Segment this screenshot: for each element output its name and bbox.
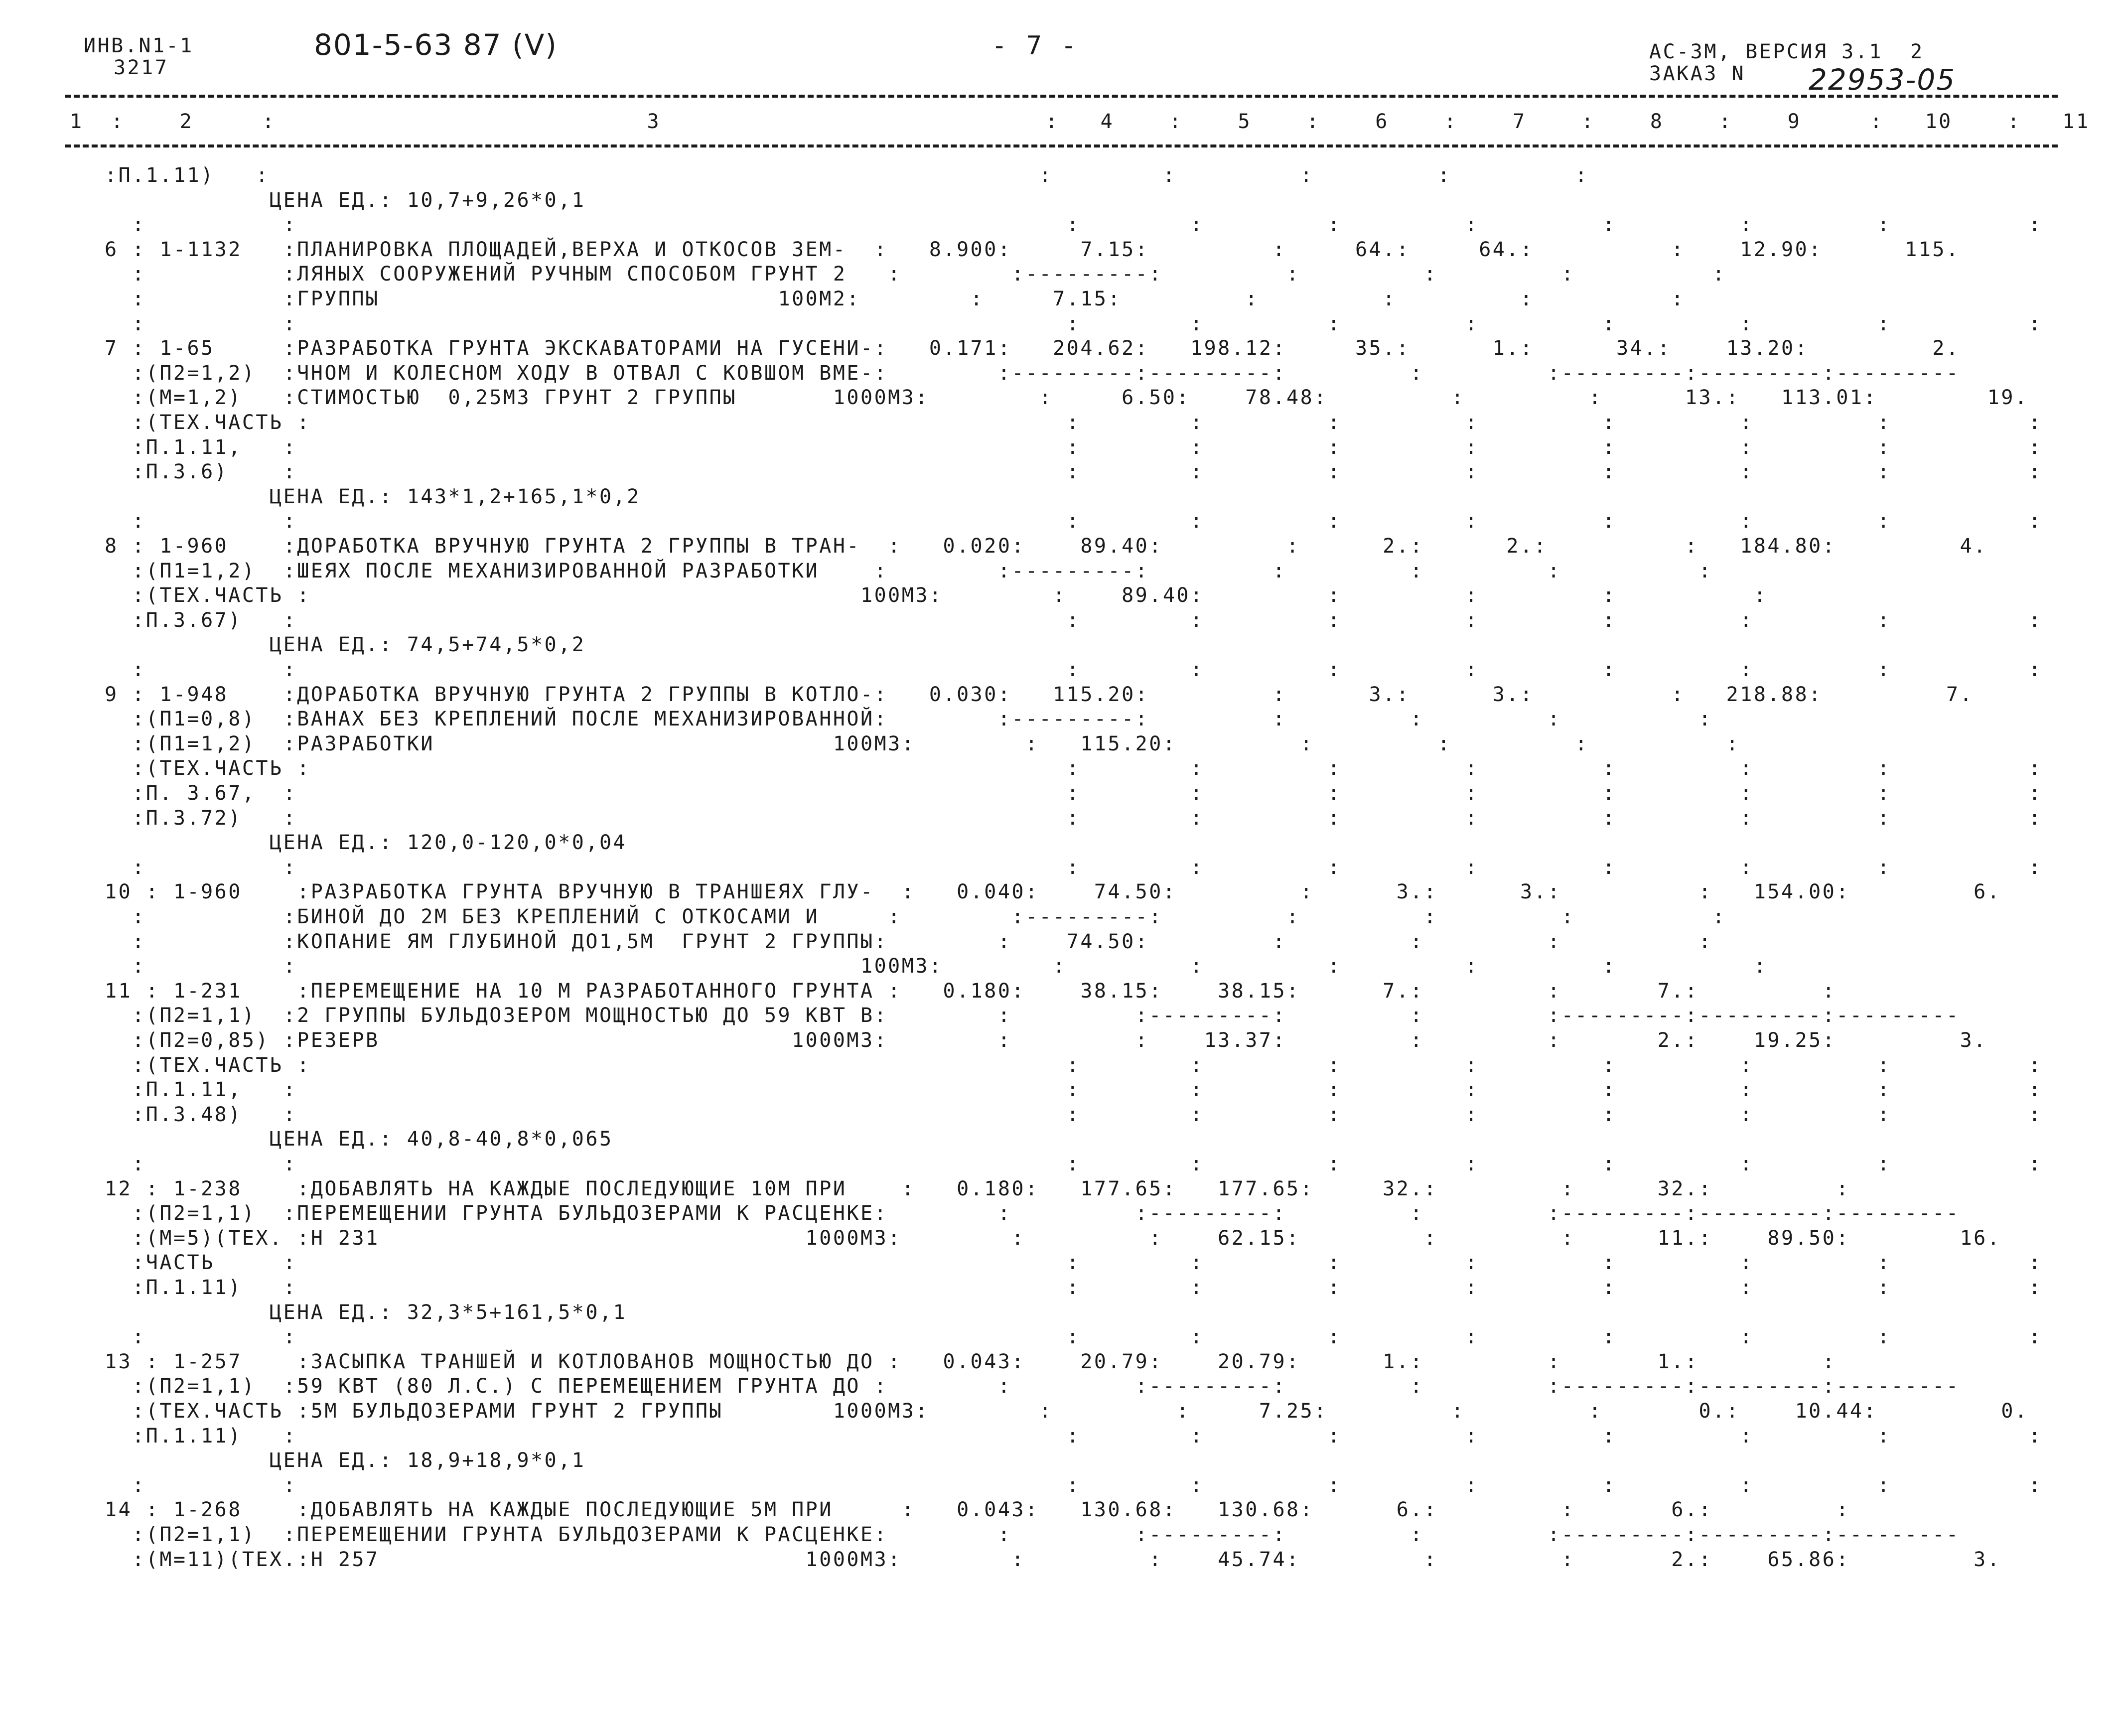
table-line: :(М=5)(ТЕХ. :Н 231 1000М3: : : 62.15: : : 11.: 89.50: 16.	[105, 1226, 2001, 1250]
table-line: ЦЕНА ЕД.: 120,0-120,0*0,04	[105, 831, 627, 855]
table-line: : : : : : : : : : :	[105, 856, 2043, 879]
table-line: :(П2=1,1) :59 КВТ (80 Л.С.) С ПЕРЕМЕЩЕНИЕМ ГРУНТА ДО : : :---------: : :---------:---------:---------	[105, 1375, 1960, 1398]
table-line: :(П2=1,1) :ПЕРЕМЕЩЕНИИ ГРУНТА БУЛЬДОЗЕРАМИ К РАСЦЕНКЕ: : :---------: : :---------:---------:---------	[105, 1202, 1960, 1225]
table-line: :(ТЕХ.ЧАСТЬ :5М БУЛЬДОЗЕРАМИ ГРУНТ 2 ГРУППЫ 1000М3: : : 7.25: : : 0.: 10.44: 0.	[105, 1400, 2029, 1423]
table-line: :П.1.11) : : : : : :	[105, 164, 1589, 187]
table-line: :П. 3.67, : : : : : : : : :	[105, 782, 2043, 805]
top-rule	[65, 95, 2058, 98]
order-number: 22953-05	[1809, 63, 1956, 97]
table-line: :П.1.11) : : : : : : : : :	[105, 1424, 2043, 1447]
table-line: : : : : : : : : : :	[105, 213, 2043, 237]
table-line: : : : : : : : : : :	[105, 1473, 2043, 1497]
table-line: :(П1=0,8) :ВАНАХ БЕЗ КРЕПЛЕНИЙ ПОСЛЕ МЕХАНИЗИРОВАННОЙ: :---------: : : : :	[105, 708, 1713, 731]
table-line: : :ГРУППЫ 100М2: : 7.15: : : : :	[105, 288, 1685, 310]
table-line: :П.1.11, : : : : : : : : :	[105, 1078, 2043, 1102]
table-line: :П.3.72) : : : : : : : : :	[105, 806, 2043, 830]
table-line: :П.3.67) : : : : : : : : :	[105, 608, 2043, 632]
table-line: : :КОПАНИЕ ЯМ ГЛУБИНОЙ ДО1,5М ГРУНТ 2 ГРУППЫ: : 74.50: : : : :	[105, 930, 1713, 953]
table-line: :(ТЕХ.ЧАСТЬ : : : : : : : : :	[105, 1053, 2043, 1077]
table-line: :ЧАСТЬ : : : : : : : : :	[105, 1251, 2043, 1275]
table-line: :(П2=0,85) :РЕЗЕРВ 1000М3: : : 13.37: : : 2.: 19.25: 3.	[105, 1029, 1987, 1052]
table-line: :(П2=1,1) :2 ГРУППЫ БУЛЬДОЗЕРОМ МОЩНОСТЬЮ ДО 59 КВТ В: : :---------: : :---------:---------:---------	[105, 1004, 1960, 1027]
table-line: 14 : 1-268 :ДОБАВЛЯТЬ НА КАЖДЫЕ ПОСЛЕДУЮЩИЕ 5М ПРИ : 0.043: 130.68: 130.68: 6.: : 6.: :	[105, 1498, 1850, 1522]
order-label: ЗАКАЗ N	[1649, 62, 1746, 85]
table-line: 9 : 1-948 :ДОРАБОТКА ВРУЧНУЮ ГРУНТА 2 ГРУППЫ В КОТЛО-: 0.030: 115.20: : 3.: 3.: : 218.88: 7.	[105, 683, 1974, 706]
table-line: 8 : 1-960 :ДОРАБОТКА ВРУЧНУЮ ГРУНТА 2 ГРУППЫ В ТРАН- : 0.020: 89.40: : 2.: 2.: : 184.80: 4.	[105, 535, 1987, 558]
table-line: ЦЕНА ЕД.: 32,3*5+161,5*0,1	[105, 1301, 627, 1324]
table-line: 6 : 1-1132 :ПЛАНИРОВКА ПЛОЩАДЕЙ,ВЕРХА И ОТКОСОВ ЗЕМ- : 8.900: 7.15: : 64.: 64.: : 12.90: 115.	[105, 238, 1960, 261]
table-line: :(П2=1,2) :ЧНОМ И КОЛЕСНОМ ХОДУ В ОТВАЛ С КОВШОМ ВМЕ-: :---------:---------: : :---------:---------:---------	[105, 361, 1960, 385]
table-line: 11 : 1-231 :ПЕРЕМЕЩЕНИЕ НА 10 М РАЗРАБОТАННОГО ГРУНТА : 0.180: 38.15: 38.15: 7.: : 7.: :	[105, 979, 1836, 1003]
table-line: : : : : : : : : : :	[105, 658, 2043, 681]
table-line: :(П2=1,1) :ПЕРЕМЕЩЕНИИ ГРУНТА БУЛЬДОЗЕРАМИ К РАСЦЕНКЕ: : :---------: : :---------:---------:---------	[105, 1523, 1960, 1546]
table-line: :(П1=1,2) :РАЗРАБОТКИ 100М3: : 115.20: : : : :	[105, 732, 1740, 755]
table-line: :(ТЕХ.ЧАСТЬ : : : : : : : : :	[105, 757, 2043, 780]
table-line: :(М=1,2) :СТИМОСТЬЮ 0,25М3 ГРУНТ 2 ГРУППЫ 1000М3: : 6.50: 78.48: : : 13.: 113.01: 19.	[105, 386, 2029, 410]
table-line: :П.3.6) : : : : : : : : :	[105, 460, 2043, 484]
table-line: :П.3.48) : : : : : : : : :	[105, 1103, 2043, 1126]
table-line: ЦЕНА ЕД.: 18,9+18,9*0,1	[105, 1449, 586, 1472]
table-line: :(ТЕХ.ЧАСТЬ : : : : : : : : :	[105, 411, 2043, 434]
table-line: : :БИНОЙ ДО 2М БЕЗ КРЕПЛЕНИЙ С ОТКОСАМИ И : :---------: : : : :	[105, 905, 1726, 928]
table-line: : : : : : : : : : :	[105, 1325, 2043, 1349]
table-line: 7 : 1-65 :РАЗРАБОТКА ГРУНТА ЭКСКАВАТОРАМИ НА ГУСЕНИ-: 0.171: 204.62: 198.12: 35.: 1.: 34.: 13.20: 2.	[105, 337, 1960, 360]
header-rule	[65, 145, 2058, 147]
table-line: 13 : 1-257 :ЗАСЫПКА ТРАНШЕЙ И КОТЛОВАНОВ МОЩНОСТЬЮ ДО : 0.043: 20.79: 20.79: 1.: : 1.: :	[105, 1350, 1836, 1373]
document-code: 801-5-63 87 (V)	[314, 28, 558, 62]
table-line: ЦЕНА ЕД.: 40,8-40,8*0,065	[105, 1128, 613, 1151]
table-line: ЦЕНА ЕД.: 10,7+9,26*0,1	[105, 188, 586, 212]
table-line: : : 100М3: : : : : : :	[105, 955, 1768, 978]
table-line: :П.1.11, : : : : : : : : :	[105, 435, 2043, 459]
table-line: ЦЕНА ЕД.: 74,5+74,5*0,2	[105, 633, 586, 657]
page-number: - 7 -	[991, 31, 1079, 61]
table-line: 10 : 1-960 :РАЗРАБОТКА ГРУНТА ВРУЧНУЮ В ТРАНШЕЯХ ГЛУ- : 0.040: 74.50: : 3.: 3.: : 154.00: 6.	[105, 880, 2001, 904]
table-line: : :ЛЯНЫХ СООРУЖЕНИЙ РУЧНЫМ СПОСОБОМ ГРУНТ 2 : :---------: : : : :	[105, 263, 1726, 286]
table-line: : : : : : : : : : :	[105, 510, 2043, 533]
table-line: :П.1.11) : : : : : : : : :	[105, 1276, 2043, 1299]
table-line: : : : : : : : : : :	[105, 1153, 2043, 1175]
table-line: 12 : 1-238 :ДОБАВЛЯТЬ НА КАЖДЫЕ ПОСЛЕДУЮЩИЕ 10М ПРИ : 0.180: 177.65: 177.65: 32.: : 32.: :	[105, 1177, 1850, 1200]
inventory-number: ИНВ.N1-1	[84, 34, 194, 57]
inventory-number-2: 3217	[114, 56, 169, 79]
table-line: :(П1=1,2) :ШЕЯХ ПОСЛЕ МЕХАНИЗИРОВАННОЙ РАЗРАБОТКИ : :---------: : : : :	[105, 559, 1713, 582]
table-line: : : : : : : : : : :	[105, 312, 2043, 335]
table-line: ЦЕНА ЕД.: 143*1,2+165,1*0,2	[105, 485, 641, 508]
column-numbers-header: 1 : 2 : 3 : 4 : 5 : 6 : 7 : 8 : 9 : 10 : 11	[70, 110, 2090, 133]
system-version: АС-3М, ВЕРСИЯ 3.1 2	[1649, 40, 1924, 63]
table-line: :(М=11)(ТЕХ.:Н 257 1000М3: : : 45.74: : : 2.: 65.86: 3.	[105, 1548, 2001, 1571]
table-line: :(ТЕХ.ЧАСТЬ : 100М3: : 89.40: : : : :	[105, 584, 1768, 607]
